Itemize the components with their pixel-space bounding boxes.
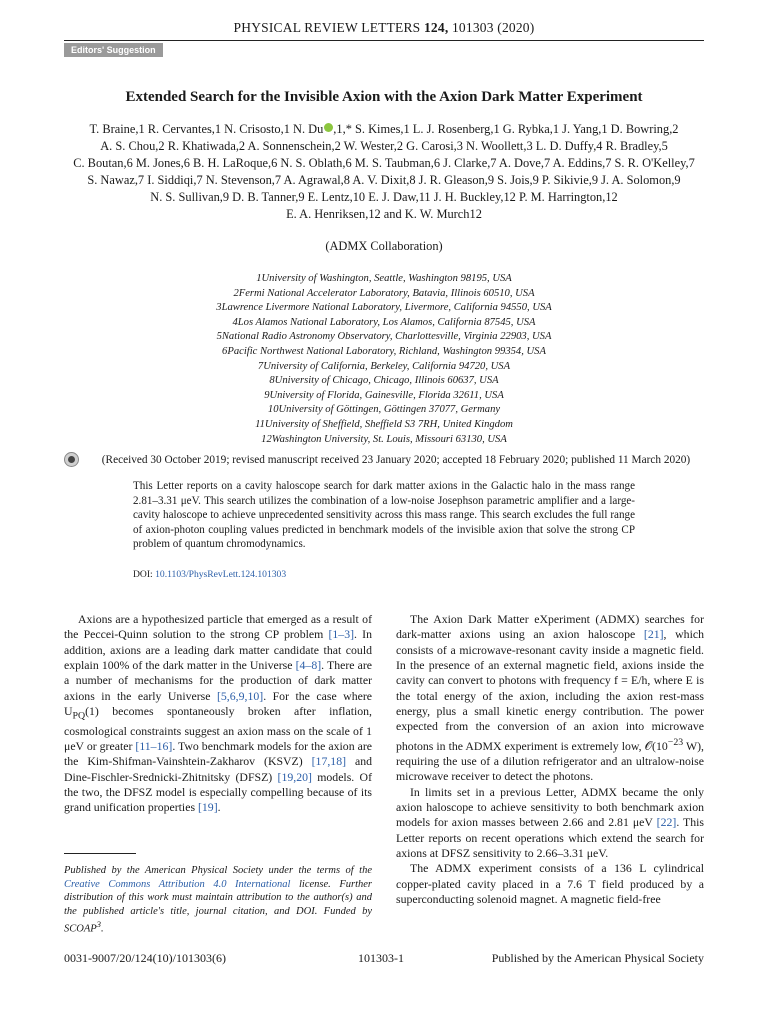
citation-link[interactable]: [4–8] [295,658,322,673]
license-footnote: Published by the American Physical Society under the terms of the Creative Commons Attribution 4.0 International license. Further distribution of this work must maintain attribution to the author(s) and the published article's title, journal citation, and DOI. Funded by SCOAP$^3$. [64,865,372,935]
article-year: 101303 (2020) [451,20,535,35]
body-paragraph: Axions are a hypothesized particle that emerged as a result of the Peccei-Quinn solution to the strong CP problem [1–3]. In addition, axions are a leading dark matter candidate that could explain 100% of the dark matter in the Universe [4–8]. There are a number of mechanisms for the production of dark matter axions in the early Universe [5,6,9,10]. For the case where $U_{PQ}(1)$ becomes spontaneously broken after inflation, cosmological constraints suggest an axion mass on the scale of 1 μeV or greater [11–16]. Two benchmark models for the axion are the Kim-Shifman-Vainshtein-Zakharov (KSVZ) [17,18] and Dine-Fischler-Srednicki-Zhitnitsky (DFSZ) [19,20] models. Of the two, the DFSZ model is especially compelling because of its grand unification properties [19]. [64,612,373,815]
footer-publisher: Published by the American Physical Society [491,951,704,965]
doi-link[interactable]: 10.1103/PhysRevLett.124.101303 [155,569,287,580]
header-rule [64,40,704,41]
citation-link[interactable]: [5,6,9,10] [216,688,264,703]
affiliation-list [64,272,704,447]
author-line: S. Nawaz,7 I. Siddiqi,7 N. Stevenson,7 A. Agrawal,8 A. V. Dixit,8 J. R. Gleason,9 S. Jois,9 P. Sikivie,9 J. A. Solomon,9 [87,173,681,187]
author-list [64,121,704,223]
footer-page-number: 101303-1 [358,951,404,965]
running-head [64,20,704,36]
citation-link[interactable]: [22] [656,815,677,830]
affiliation: 4Los Alamos National Laboratory, Los Alamos, California 87545, USA [232,316,536,328]
citation-link[interactable]: [17,18] [311,754,347,769]
author-line: T. Braine,1 R. Cervantes,1 N. Crisosto,1 N. Du ,1,* S. Kimes,1 L. J. Rosenberg,1 G. Rybka,1 J. Yang,1 D. Bowring,2 [89,122,679,136]
editors-suggestion-badge: Editors' Suggestion [64,43,163,57]
orcid-icon[interactable] [324,123,333,132]
affiliation: 10University of Göttingen, Göttingen 37077, Germany [267,404,501,416]
affiliation: 12Washington University, St. Louis, Missouri 63130, USA [261,433,507,445]
article-title: Extended Search for the Invisible Axion with the Axion Dark Matter Experiment [125,89,643,105]
affiliation: 6Pacific Northwest National Laboratory, Richland, Washington 99354, USA [222,345,546,357]
citation-link[interactable]: [19,20] [277,769,312,784]
body-paragraph: The ADMX experiment consists of a 136 L cylindrical copper-plated cavity placed in a 7.6 T field produced by a superconducting solenoid magnet. A magnetic field-free [396,861,704,907]
affiliation: 7University of California, Berkeley, California 94720, USA [257,360,511,372]
body-paragraph: In limits set in a previous Letter, ADMX became the only axion haloscope to achieve sensitivity to both benchmark axion models for axion masses between 2.66 and 2.81 μeV [22]. This Letter reports on recent operations which extend the search for axions at DFSZ sensitivity to 2.66–3.31 μeV. [396,784,704,861]
body-column-left [64,612,372,816]
check-for-updates-icon[interactable] [64,452,79,467]
doi-label: DOI: [133,569,153,580]
collaboration-name: (ADMX Collaboration) [325,239,443,253]
affiliation: 5National Radio Astronomy Observatory, Charlottesville, Virginia 22903, USA [216,331,552,343]
affiliation: 8University of Chicago, Chicago, Illinois 60637, USA [269,375,499,387]
citation-link[interactable]: [21] [643,627,664,642]
received-dates: (Received 30 October 2019; revised manuscript received 23 January 2020; accepted 18 February 2020; published 11 March 2020) [101,453,691,466]
affiliation: 1University of Washington, Seattle, Washington 98195, USA [256,273,512,284]
affiliation: 3Lawrence Livermore National Laboratory, Livermore, California 94550, USA [216,302,552,314]
author-line: N. S. Sullivan,9 D. B. Tanner,9 E. Lentz,10 E. J. Daw,11 J. H. Buckley,12 P. M. Harrington,12 [150,190,618,204]
received-dates-row [64,452,704,467]
footnote-rule [64,853,136,854]
affiliation: 11University of Sheffield, Sheffield S3 7RH, United Kingdom [255,418,513,430]
journal-volume: 124, [423,20,449,35]
body-paragraph: The Axion Dark Matter eXperiment (ADMX) searches for dark-matter axions using an axion haloscope [21], which consists of a microwave-resonant cavity inside a magnetic field. In the presence of an external magnetic field, axions inside the cavity can convert to photons with frequency f = E/h, where E is the total energy of the axion, including the axion rest-mass energy, plus a small kinetic energy contribution. The power expected from the conversion of an axion into microwave photons in the ADMX experiment is extremely low, $𝒪(10^{-23}$ W), requiring the use of a dilution refrigerator and an ultralow-noise microwave receiver to detect the photons. [396,612,704,784]
citation-link[interactable]: [1–3] [328,627,355,642]
affiliation: 9University of Florida, Gainesville, Florida 32611, USA [264,389,504,401]
affiliation: 2Fermi National Accelerator Laboratory, Batavia, Illinois 60510, USA [233,287,535,299]
footer-issn: 0031-9007/20/124(10)/101303(6) [64,951,226,965]
license-link[interactable]: Creative Commons Attribution 4.0 International [64,878,291,890]
doi-line [133,569,286,580]
author-line: A. S. Chou,2 R. Khatiwada,2 A. Sonnenschein,2 W. Wester,2 G. Carosi,3 N. Woollett,3 L. D. Duffy,4 R. Bradley,5 [100,139,668,153]
citation-link[interactable]: [11–16] [135,739,173,754]
author-line: C. Boutan,6 M. Jones,6 B. H. LaRoque,6 N. S. Oblath,6 M. S. Taubman,6 J. Clarke,7 A. Dove,7 A. Eddins,7 S. R. O'Kelley,7 [73,156,695,170]
abstract: This Letter reports on a cavity haloscope search for dark matter axions in the Galactic halo in the mass range 2.81–3.31 μeV. This search utilizes the combination of a low-noise Josephson parametric amplifier and a large-cavity haloscope to achieve unprecedented sensitivity across this mass range. This search excludes the full range of axion-photon coupling values predicted in benchmark models of the invisible axion that solve the strong CP problem of quantum chromodynamics. [133,480,635,551]
citation-link[interactable]: [19] [197,800,218,815]
journal-name: PHYSICAL REVIEW LETTERS [233,20,421,35]
author-line: E. A. Henriksen,12 and K. W. Murch12 [286,207,482,221]
body-column-right [396,612,704,907]
